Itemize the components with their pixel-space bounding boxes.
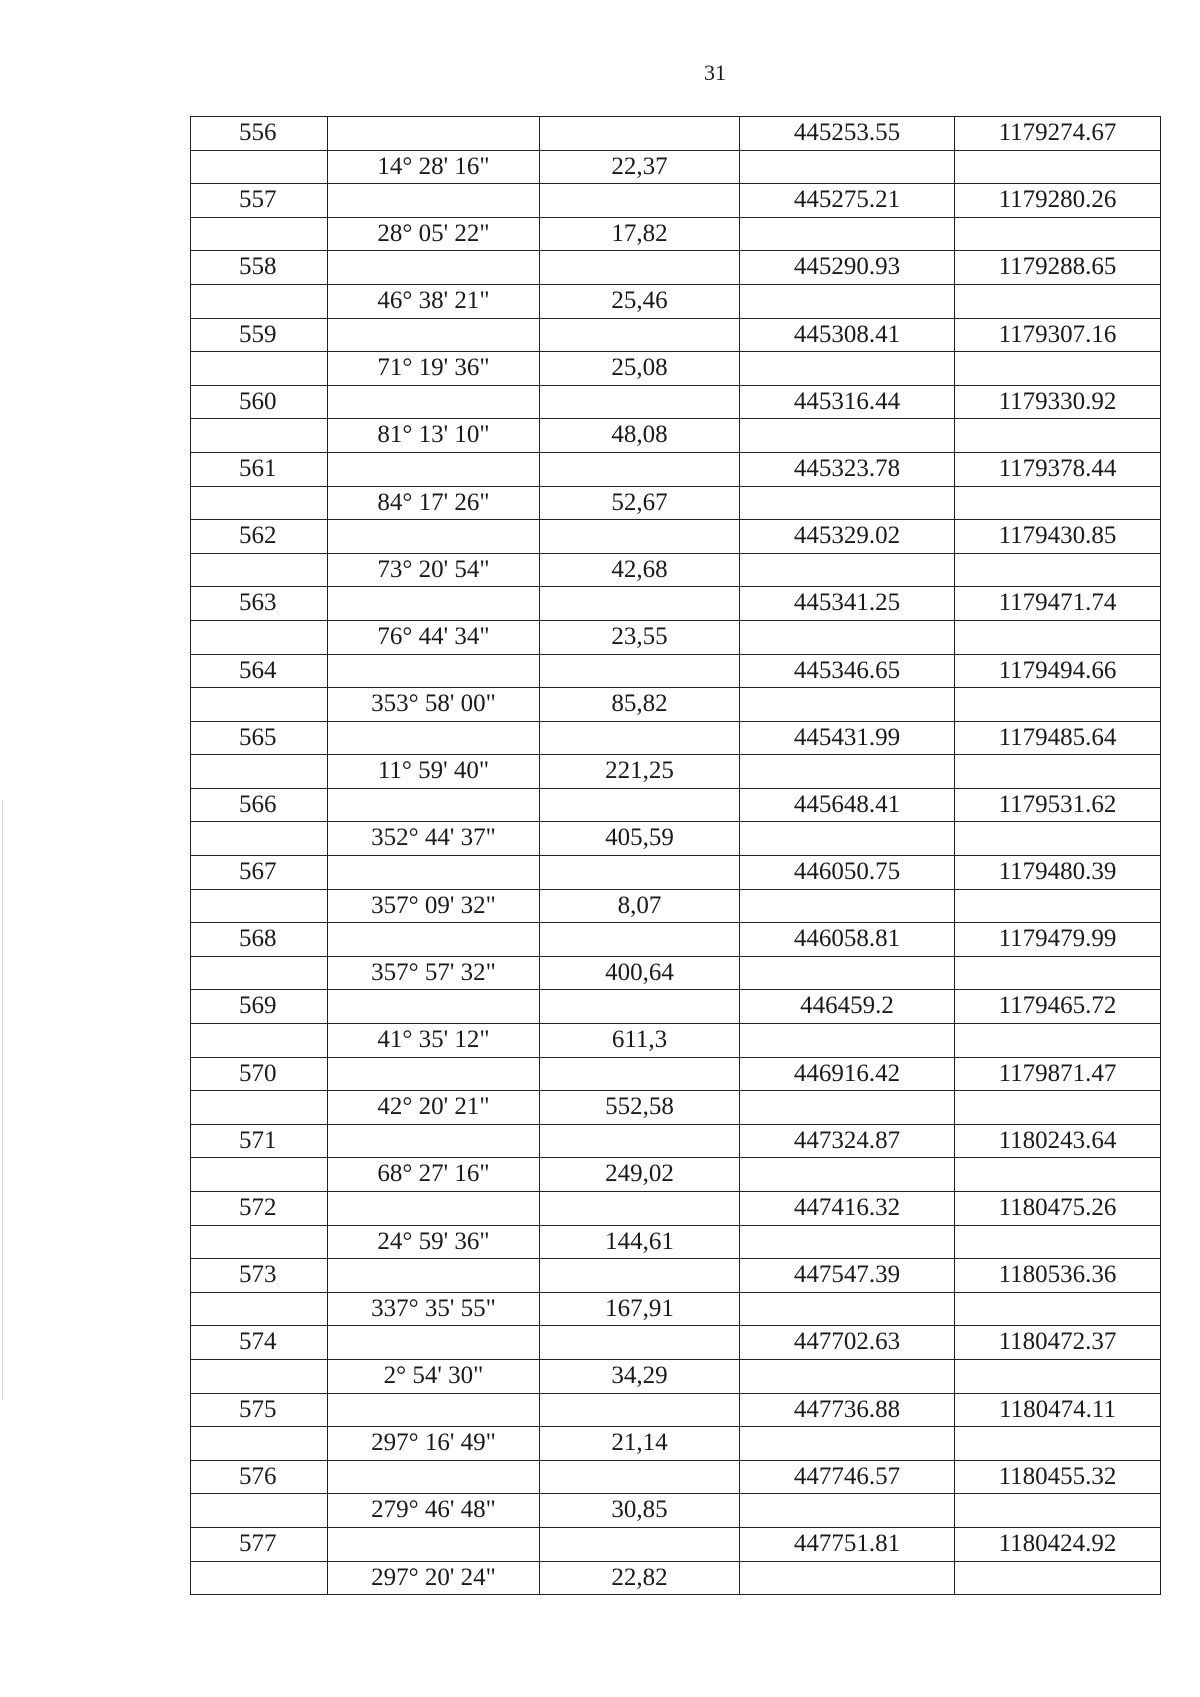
- distance-cell: 48,08: [540, 419, 740, 453]
- segment-row: [191, 150, 1161, 184]
- direction-angle-cell: 68° 27' 16": [328, 1158, 540, 1192]
- x-coordinate-cell: [740, 956, 955, 990]
- coordinates-table: [190, 116, 1161, 1595]
- point-row: [191, 1124, 1161, 1158]
- direction-angle-cell: [328, 1192, 540, 1226]
- direction-angle-cell: [328, 385, 540, 419]
- point-row: [191, 1393, 1161, 1427]
- direction-angle-cell: [328, 788, 540, 822]
- distance-cell: 221,25: [540, 755, 740, 789]
- point-row: [191, 251, 1161, 285]
- point-number-cell: 567: [191, 856, 328, 890]
- distance-cell: 30,85: [540, 1494, 740, 1528]
- y-coordinate-cell: [955, 822, 1161, 856]
- x-coordinate-cell: [740, 822, 955, 856]
- direction-angle-cell: 24° 59' 36": [328, 1225, 540, 1259]
- direction-angle-cell: [328, 251, 540, 285]
- point-number-cell: [191, 1359, 328, 1393]
- y-coordinate-cell: 1179280.26: [955, 184, 1161, 218]
- point-row: [191, 1527, 1161, 1561]
- point-number-cell: [191, 1494, 328, 1528]
- direction-angle-cell: 357° 57' 32": [328, 956, 540, 990]
- point-row: [191, 788, 1161, 822]
- distance-cell: 249,02: [540, 1158, 740, 1192]
- y-coordinate-cell: [955, 284, 1161, 318]
- point-row: [191, 385, 1161, 419]
- point-number-cell: [191, 284, 328, 318]
- y-coordinate-cell: 1179307.16: [955, 318, 1161, 352]
- point-number-cell: 577: [191, 1527, 328, 1561]
- y-coordinate-cell: [955, 620, 1161, 654]
- segment-row: [191, 352, 1161, 386]
- x-coordinate-cell: 447416.32: [740, 1192, 955, 1226]
- y-coordinate-cell: [955, 688, 1161, 722]
- point-row: [191, 1259, 1161, 1293]
- direction-angle-cell: 353° 58' 00": [328, 688, 540, 722]
- point-number-cell: 573: [191, 1259, 328, 1293]
- x-coordinate-cell: 447736.88: [740, 1393, 955, 1427]
- direction-angle-cell: 73° 20' 54": [328, 553, 540, 587]
- distance-cell: 34,29: [540, 1359, 740, 1393]
- distance-cell: [540, 1393, 740, 1427]
- x-coordinate-cell: 445290.93: [740, 251, 955, 285]
- point-number-cell: [191, 688, 328, 722]
- point-row: [191, 1192, 1161, 1226]
- point-number-cell: 563: [191, 587, 328, 621]
- segment-row: [191, 1494, 1161, 1528]
- direction-angle-cell: [328, 1326, 540, 1360]
- point-row: [191, 856, 1161, 890]
- direction-angle-cell: 42° 20' 21": [328, 1091, 540, 1125]
- point-number-cell: [191, 486, 328, 520]
- point-number-cell: [191, 956, 328, 990]
- point-number-cell: [191, 1292, 328, 1326]
- y-coordinate-cell: 1180536.36: [955, 1259, 1161, 1293]
- distance-cell: 25,46: [540, 284, 740, 318]
- x-coordinate-cell: [740, 150, 955, 184]
- direction-angle-cell: 297° 20' 24": [328, 1561, 540, 1595]
- x-coordinate-cell: [740, 284, 955, 318]
- direction-angle-cell: [328, 990, 540, 1024]
- point-row: [191, 1326, 1161, 1360]
- direction-angle-cell: [328, 318, 540, 352]
- y-coordinate-cell: [955, 486, 1161, 520]
- point-number-cell: 576: [191, 1460, 328, 1494]
- point-number-cell: 556: [191, 117, 328, 151]
- segment-row: [191, 1158, 1161, 1192]
- point-number-cell: 565: [191, 721, 328, 755]
- x-coordinate-cell: [740, 419, 955, 453]
- point-number-cell: [191, 889, 328, 923]
- x-coordinate-cell: [740, 486, 955, 520]
- y-coordinate-cell: [955, 1225, 1161, 1259]
- direction-angle-cell: 46° 38' 21": [328, 284, 540, 318]
- y-coordinate-cell: [955, 1561, 1161, 1595]
- y-coordinate-cell: 1180472.37: [955, 1326, 1161, 1360]
- x-coordinate-cell: 447547.39: [740, 1259, 955, 1293]
- point-number-cell: [191, 755, 328, 789]
- segment-row: [191, 1292, 1161, 1326]
- distance-cell: 144,61: [540, 1225, 740, 1259]
- point-number-cell: 566: [191, 788, 328, 822]
- direction-angle-cell: 81° 13' 10": [328, 419, 540, 453]
- distance-cell: [540, 318, 740, 352]
- x-coordinate-cell: [740, 1091, 955, 1125]
- segment-row: [191, 755, 1161, 789]
- segment-row: [191, 284, 1161, 318]
- direction-angle-cell: 76° 44' 34": [328, 620, 540, 654]
- point-row: [191, 721, 1161, 755]
- x-coordinate-cell: [740, 1494, 955, 1528]
- segment-row: [191, 1225, 1161, 1259]
- point-number-cell: [191, 150, 328, 184]
- distance-cell: [540, 1124, 740, 1158]
- segment-row: [191, 956, 1161, 990]
- segment-row: [191, 620, 1161, 654]
- direction-angle-cell: 41° 35' 12": [328, 1024, 540, 1058]
- y-coordinate-cell: [955, 352, 1161, 386]
- distance-cell: 167,91: [540, 1292, 740, 1326]
- y-coordinate-cell: [955, 1427, 1161, 1461]
- y-coordinate-cell: [955, 217, 1161, 251]
- x-coordinate-cell: 445323.78: [740, 452, 955, 486]
- point-number-cell: 557: [191, 184, 328, 218]
- y-coordinate-cell: [955, 1158, 1161, 1192]
- distance-cell: [540, 721, 740, 755]
- x-coordinate-cell: [740, 688, 955, 722]
- x-coordinate-cell: 445316.44: [740, 385, 955, 419]
- distance-cell: [540, 117, 740, 151]
- x-coordinate-cell: 447751.81: [740, 1527, 955, 1561]
- distance-cell: [540, 184, 740, 218]
- point-number-cell: [191, 1158, 328, 1192]
- x-coordinate-cell: [740, 1024, 955, 1058]
- y-coordinate-cell: [955, 553, 1161, 587]
- x-coordinate-cell: 445308.41: [740, 318, 955, 352]
- direction-angle-cell: [328, 117, 540, 151]
- y-coordinate-cell: 1180475.26: [955, 1192, 1161, 1226]
- y-coordinate-cell: 1180424.92: [955, 1527, 1161, 1561]
- point-number-cell: 564: [191, 654, 328, 688]
- direction-angle-cell: [328, 1527, 540, 1561]
- point-number-cell: [191, 822, 328, 856]
- direction-angle-cell: 84° 17' 26": [328, 486, 540, 520]
- point-row: [191, 117, 1161, 151]
- distance-cell: [540, 1192, 740, 1226]
- y-coordinate-cell: 1179485.64: [955, 721, 1161, 755]
- point-row: [191, 654, 1161, 688]
- point-number-cell: 560: [191, 385, 328, 419]
- y-coordinate-cell: 1179288.65: [955, 251, 1161, 285]
- segment-row: [191, 486, 1161, 520]
- direction-angle-cell: [328, 520, 540, 554]
- x-coordinate-cell: 445253.55: [740, 117, 955, 151]
- distance-cell: [540, 385, 740, 419]
- direction-angle-cell: [328, 1259, 540, 1293]
- y-coordinate-cell: [955, 1292, 1161, 1326]
- x-coordinate-cell: [740, 1427, 955, 1461]
- distance-cell: 8,07: [540, 889, 740, 923]
- point-number-cell: 574: [191, 1326, 328, 1360]
- point-number-cell: [191, 419, 328, 453]
- direction-angle-cell: [328, 1460, 540, 1494]
- y-coordinate-cell: 1179471.74: [955, 587, 1161, 621]
- point-row: [191, 587, 1161, 621]
- x-coordinate-cell: [740, 217, 955, 251]
- x-coordinate-cell: [740, 1561, 955, 1595]
- x-coordinate-cell: [740, 620, 955, 654]
- y-coordinate-cell: 1179531.62: [955, 788, 1161, 822]
- distance-cell: [540, 520, 740, 554]
- x-coordinate-cell: [740, 1225, 955, 1259]
- direction-angle-cell: 352° 44' 37": [328, 822, 540, 856]
- distance-cell: [540, 923, 740, 957]
- distance-cell: [540, 1057, 740, 1091]
- page-number: 31: [704, 60, 726, 85]
- x-coordinate-cell: 446916.42: [740, 1057, 955, 1091]
- segment-row: [191, 889, 1161, 923]
- distance-cell: [540, 1460, 740, 1494]
- point-number-cell: [191, 620, 328, 654]
- direction-angle-cell: 11° 59' 40": [328, 755, 540, 789]
- y-coordinate-cell: 1179330.92: [955, 385, 1161, 419]
- point-number-cell: [191, 1225, 328, 1259]
- y-coordinate-cell: 1179479.99: [955, 923, 1161, 957]
- direction-angle-cell: 28° 05' 22": [328, 217, 540, 251]
- distance-cell: 22,37: [540, 150, 740, 184]
- distance-cell: 611,3: [540, 1024, 740, 1058]
- x-coordinate-cell: [740, 1158, 955, 1192]
- y-coordinate-cell: [955, 1024, 1161, 1058]
- distance-cell: [540, 990, 740, 1024]
- point-number-cell: [191, 217, 328, 251]
- y-coordinate-cell: 1179480.39: [955, 856, 1161, 890]
- direction-angle-cell: [328, 452, 540, 486]
- point-number-cell: [191, 352, 328, 386]
- x-coordinate-cell: 447702.63: [740, 1326, 955, 1360]
- distance-cell: 52,67: [540, 486, 740, 520]
- x-coordinate-cell: 445648.41: [740, 788, 955, 822]
- y-coordinate-cell: [955, 755, 1161, 789]
- x-coordinate-cell: 446058.81: [740, 923, 955, 957]
- point-number-cell: 568: [191, 923, 328, 957]
- y-coordinate-cell: [955, 150, 1161, 184]
- segment-row: [191, 217, 1161, 251]
- distance-cell: 21,14: [540, 1427, 740, 1461]
- direction-angle-cell: [328, 923, 540, 957]
- segment-row: [191, 1359, 1161, 1393]
- point-number-cell: [191, 1427, 328, 1461]
- y-coordinate-cell: [955, 419, 1161, 453]
- direction-angle-cell: 357° 09' 32": [328, 889, 540, 923]
- distance-cell: [540, 452, 740, 486]
- x-coordinate-cell: 445346.65: [740, 654, 955, 688]
- x-coordinate-cell: [740, 553, 955, 587]
- distance-cell: 400,64: [540, 956, 740, 990]
- point-row: [191, 520, 1161, 554]
- x-coordinate-cell: 447746.57: [740, 1460, 955, 1494]
- point-number-cell: 570: [191, 1057, 328, 1091]
- point-number-cell: 571: [191, 1124, 328, 1158]
- x-coordinate-cell: [740, 755, 955, 789]
- point-row: [191, 923, 1161, 957]
- segment-row: [191, 688, 1161, 722]
- x-coordinate-cell: [740, 1292, 955, 1326]
- distance-cell: [540, 1527, 740, 1561]
- segment-row: [191, 419, 1161, 453]
- distance-cell: 405,59: [540, 822, 740, 856]
- direction-angle-cell: 279° 46' 48": [328, 1494, 540, 1528]
- point-row: [191, 184, 1161, 218]
- scan-edge-line: [2, 800, 3, 1400]
- segment-row: [191, 822, 1161, 856]
- distance-cell: 85,82: [540, 688, 740, 722]
- point-number-cell: 569: [191, 990, 328, 1024]
- y-coordinate-cell: 1179430.85: [955, 520, 1161, 554]
- x-coordinate-cell: [740, 1359, 955, 1393]
- distance-cell: 23,55: [540, 620, 740, 654]
- point-row: [191, 1460, 1161, 1494]
- point-number-cell: [191, 1024, 328, 1058]
- point-number-cell: 558: [191, 251, 328, 285]
- distance-cell: [540, 654, 740, 688]
- x-coordinate-cell: [740, 352, 955, 386]
- point-number-cell: 562: [191, 520, 328, 554]
- direction-angle-cell: 71° 19' 36": [328, 352, 540, 386]
- distance-cell: 552,58: [540, 1091, 740, 1125]
- direction-angle-cell: [328, 587, 540, 621]
- segment-row: [191, 1024, 1161, 1058]
- direction-angle-cell: [328, 654, 540, 688]
- point-row: [191, 990, 1161, 1024]
- y-coordinate-cell: 1179494.66: [955, 654, 1161, 688]
- distance-cell: [540, 587, 740, 621]
- y-coordinate-cell: 1179378.44: [955, 452, 1161, 486]
- distance-cell: [540, 788, 740, 822]
- direction-angle-cell: [328, 1124, 540, 1158]
- y-coordinate-cell: [955, 956, 1161, 990]
- y-coordinate-cell: [955, 1494, 1161, 1528]
- point-number-cell: 559: [191, 318, 328, 352]
- distance-cell: [540, 251, 740, 285]
- distance-cell: 22,82: [540, 1561, 740, 1595]
- x-coordinate-cell: 445431.99: [740, 721, 955, 755]
- point-number-cell: [191, 553, 328, 587]
- x-coordinate-cell: 445341.25: [740, 587, 955, 621]
- point-number-cell: 572: [191, 1192, 328, 1226]
- direction-angle-cell: [328, 184, 540, 218]
- y-coordinate-cell: [955, 1359, 1161, 1393]
- distance-cell: [540, 1259, 740, 1293]
- y-coordinate-cell: 1179274.67: [955, 117, 1161, 151]
- y-coordinate-cell: 1179465.72: [955, 990, 1161, 1024]
- distance-cell: 25,08: [540, 352, 740, 386]
- direction-angle-cell: 337° 35' 55": [328, 1292, 540, 1326]
- point-number-cell: [191, 1561, 328, 1595]
- direction-angle-cell: [328, 1057, 540, 1091]
- point-row: [191, 452, 1161, 486]
- y-coordinate-cell: 1180455.32: [955, 1460, 1161, 1494]
- direction-angle-cell: [328, 856, 540, 890]
- y-coordinate-cell: [955, 889, 1161, 923]
- point-row: [191, 318, 1161, 352]
- direction-angle-cell: 297° 16' 49": [328, 1427, 540, 1461]
- direction-angle-cell: 2° 54' 30": [328, 1359, 540, 1393]
- x-coordinate-cell: 445275.21: [740, 184, 955, 218]
- x-coordinate-cell: 446050.75: [740, 856, 955, 890]
- y-coordinate-cell: [955, 1091, 1161, 1125]
- point-number-cell: 561: [191, 452, 328, 486]
- y-coordinate-cell: 1179871.47: [955, 1057, 1161, 1091]
- y-coordinate-cell: 1180474.11: [955, 1393, 1161, 1427]
- coordinates-table-body: [191, 117, 1161, 1595]
- distance-cell: 42,68: [540, 553, 740, 587]
- segment-row: [191, 1561, 1161, 1595]
- direction-angle-cell: 14° 28' 16": [328, 150, 540, 184]
- y-coordinate-cell: 1180243.64: [955, 1124, 1161, 1158]
- point-number-cell: [191, 1091, 328, 1125]
- segment-row: [191, 553, 1161, 587]
- direction-angle-cell: [328, 721, 540, 755]
- point-row: [191, 1057, 1161, 1091]
- segment-row: [191, 1091, 1161, 1125]
- distance-cell: [540, 856, 740, 890]
- x-coordinate-cell: 446459.2: [740, 990, 955, 1024]
- x-coordinate-cell: 445329.02: [740, 520, 955, 554]
- distance-cell: 17,82: [540, 217, 740, 251]
- distance-cell: [540, 1326, 740, 1360]
- segment-row: [191, 1427, 1161, 1461]
- point-number-cell: 575: [191, 1393, 328, 1427]
- x-coordinate-cell: 447324.87: [740, 1124, 955, 1158]
- x-coordinate-cell: [740, 889, 955, 923]
- direction-angle-cell: [328, 1393, 540, 1427]
